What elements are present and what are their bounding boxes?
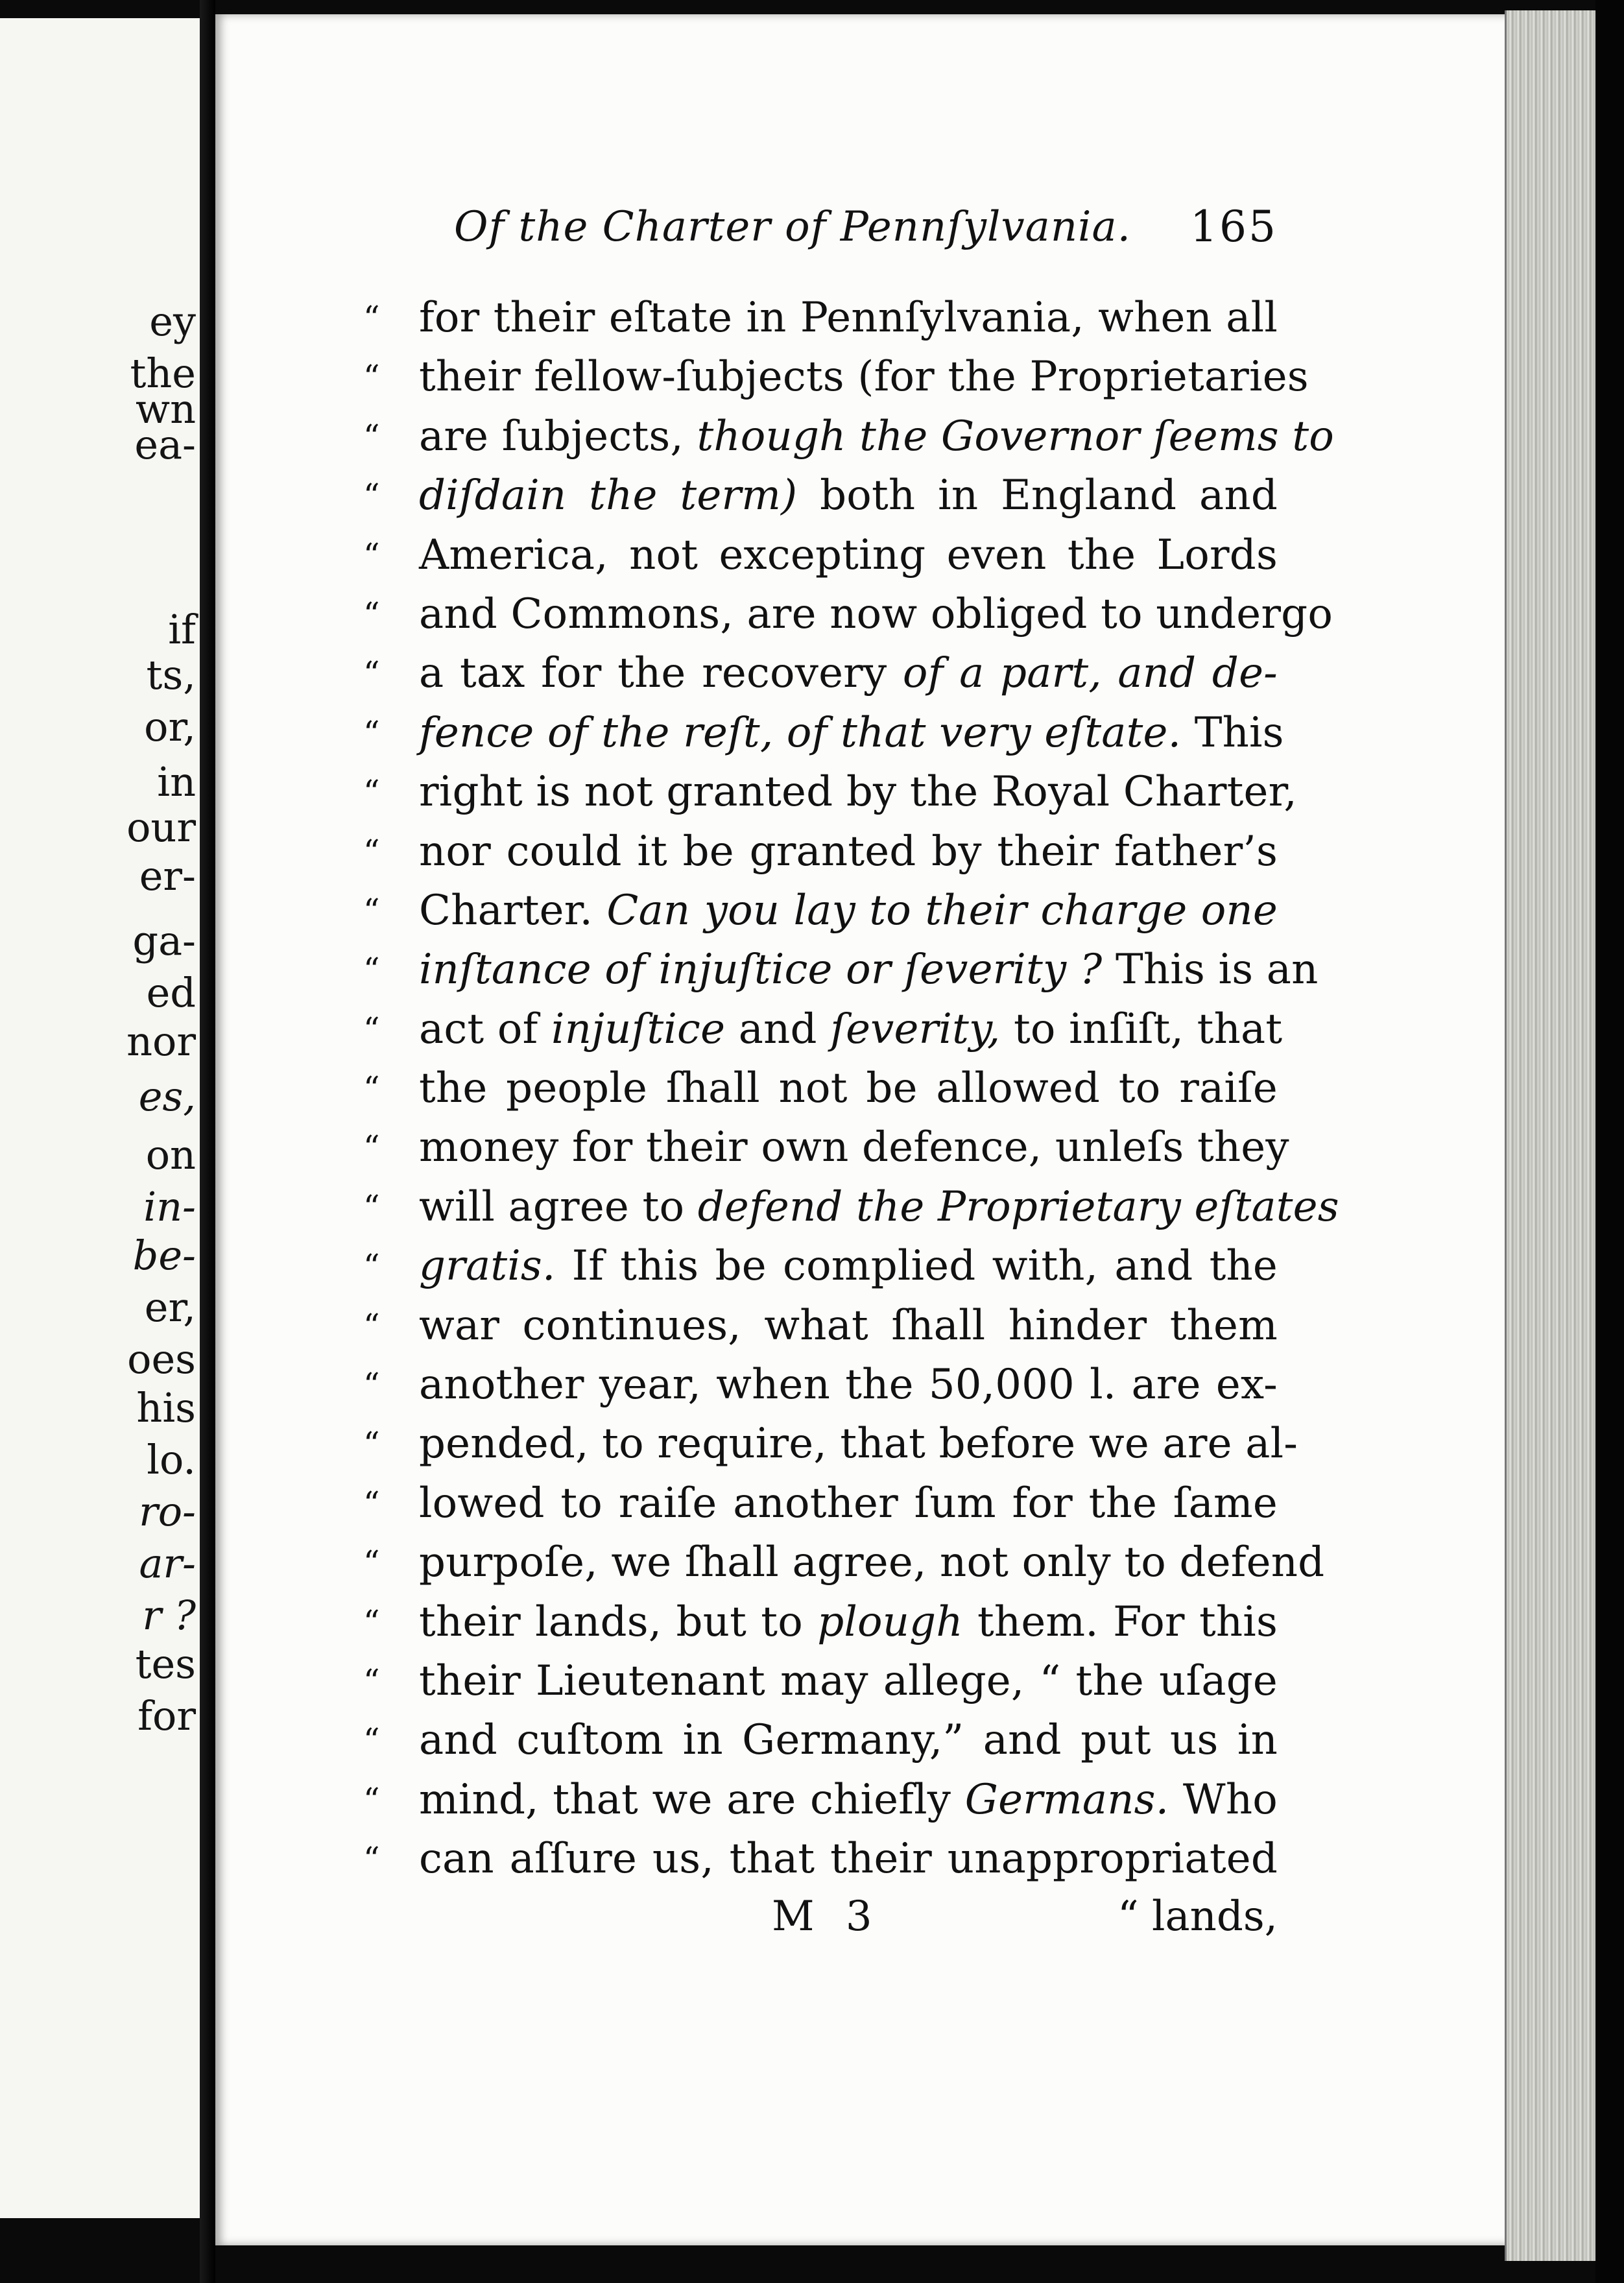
text-line xyxy=(363,822,1278,881)
line-text xyxy=(419,1830,1278,1889)
roman-segment: a tax for the recovery xyxy=(419,649,903,698)
roman-segment: them. For this xyxy=(962,1597,1278,1646)
roman-segment: another year, when the 50,000 l. are ex- xyxy=(419,1361,1278,1409)
quotation-mark: “ xyxy=(363,1070,380,1108)
page-edges xyxy=(1505,10,1597,2261)
book-gutter xyxy=(200,0,215,2283)
line-text xyxy=(419,1652,1278,1711)
quotation-mark: “ xyxy=(363,773,380,811)
text-line xyxy=(363,1830,1278,1889)
roman-segment: and xyxy=(725,1005,831,1053)
line-text xyxy=(419,1237,1278,1296)
roman-segment: and Commons, are now obliged to undergo xyxy=(419,590,1333,638)
roman-segment: for their eſtate in Pennſylvania, when all xyxy=(419,294,1278,342)
quotation-mark: “ xyxy=(363,1780,380,1819)
italic-segment: diſdain the term) xyxy=(419,472,798,520)
text-line xyxy=(363,1711,1278,1770)
text-line xyxy=(363,1237,1278,1296)
line-text xyxy=(419,1711,1278,1770)
text-line xyxy=(363,1533,1325,1592)
italic-segment: injuſtice xyxy=(551,1005,726,1053)
quotation-mark: “ xyxy=(363,1188,380,1226)
quotation-mark: “ xyxy=(363,1484,380,1522)
line-text xyxy=(419,1356,1278,1415)
roman-segment: America, not excepting even the Lords xyxy=(419,531,1278,579)
italic-segment: gratis. xyxy=(419,1242,556,1291)
text-line xyxy=(363,1059,1278,1118)
text-line xyxy=(363,1356,1278,1415)
quotation-mark: “ xyxy=(363,595,380,633)
line-text xyxy=(419,1000,1283,1059)
quotation-mark: “ xyxy=(363,1129,380,1167)
text-line xyxy=(363,585,1333,644)
italic-segment: Germans. xyxy=(964,1775,1169,1824)
roman-segment: their Lieutenant may allege, “ the uſage xyxy=(419,1656,1278,1705)
line-text xyxy=(419,289,1278,348)
italic-segment: plough xyxy=(817,1597,963,1646)
italic-segment: though the Governor ſeems to xyxy=(697,412,1334,460)
quotation-mark: “ xyxy=(363,832,380,870)
text-line xyxy=(363,1118,1289,1177)
left-page-fragment: our xyxy=(126,804,196,851)
text-line xyxy=(363,1178,1339,1237)
line-text xyxy=(419,1297,1278,1356)
roman-segment: right is not granted by the Royal Charter, xyxy=(419,768,1297,817)
roman-segment: their fellow-ſubjects (for the Proprietaries xyxy=(419,353,1309,401)
roman-segment: This xyxy=(1181,708,1284,757)
quotation-mark: “ xyxy=(363,1366,380,1404)
left-page-fragment: ed xyxy=(146,969,196,1016)
text-line xyxy=(363,1297,1278,1356)
roman-segment: war continues, what ſhall hinder them xyxy=(419,1301,1278,1350)
roman-segment: money for their own defence, unleſs they xyxy=(419,1123,1289,1172)
roman-segment: act of xyxy=(419,1005,552,1053)
left-page-fragment: tes xyxy=(135,1640,196,1688)
quotation-mark: “ xyxy=(363,1425,380,1463)
text-line xyxy=(363,407,1334,466)
catchword: “ lands, xyxy=(1117,1893,1278,1941)
line-text xyxy=(419,348,1309,407)
italic-segment: defend the Proprietary eſtates xyxy=(697,1182,1339,1231)
roman-segment: are ſubjects, xyxy=(419,412,697,460)
roman-segment: Who xyxy=(1169,1775,1278,1824)
roman-segment: to inſiſt, that xyxy=(1000,1005,1283,1053)
line-text xyxy=(419,585,1333,644)
left-page-fragment: in- xyxy=(143,1183,196,1230)
left-page-fragment: ea- xyxy=(134,421,196,468)
italic-segment: Can you lay to their charge one xyxy=(606,886,1278,935)
roman-segment: purpoſe, we ſhall agree, not only to defend xyxy=(419,1538,1325,1587)
quotation-mark: “ xyxy=(363,951,380,989)
text-line xyxy=(363,763,1297,822)
page-number: 165 xyxy=(1190,202,1278,252)
line-text xyxy=(419,644,1278,703)
left-page-fragment: his xyxy=(136,1384,196,1431)
italic-segment: ſeverity, xyxy=(830,1005,1001,1053)
quotation-mark: “ xyxy=(363,477,380,515)
line-text xyxy=(419,1118,1289,1177)
italic-segment: inſtance of injuſtice or ſeverity ? xyxy=(419,946,1103,994)
quotation-mark: “ xyxy=(363,358,380,396)
quotation-mark: “ xyxy=(363,1306,380,1345)
line-text xyxy=(419,822,1278,881)
quotation-mark: “ xyxy=(363,1721,380,1760)
text-line xyxy=(363,704,1284,763)
left-page-fragment: if xyxy=(168,606,196,653)
quotation-mark: “ xyxy=(363,536,380,574)
roman-segment: the people ſhall not be allowed to raiſe xyxy=(419,1064,1278,1113)
text-line xyxy=(363,1593,1278,1652)
left-page-fragment: or, xyxy=(144,703,196,750)
left-page-fragment: for xyxy=(137,1692,196,1739)
roman-segment: If this be complied with, and the xyxy=(555,1242,1278,1291)
line-text xyxy=(419,1593,1278,1652)
quotation-mark: “ xyxy=(363,1662,380,1700)
text-line xyxy=(363,940,1319,999)
left-page-fragment: r ? xyxy=(142,1592,196,1639)
italic-segment: of a part, and de- xyxy=(902,649,1278,698)
quotation-mark: “ xyxy=(363,654,380,693)
left-page-fragment: ga- xyxy=(132,917,196,964)
line-text xyxy=(419,881,1278,940)
roman-segment: pended, to require, that before we are al- xyxy=(419,1420,1298,1468)
roman-segment: their lands, but to xyxy=(419,1597,818,1646)
roman-segment: mind, that we are chiefly xyxy=(419,1775,965,1824)
text-line xyxy=(363,526,1278,585)
quotation-mark: “ xyxy=(363,1247,380,1285)
left-page-fragment: lo. xyxy=(147,1436,196,1483)
line-text xyxy=(419,704,1284,763)
signature-mark: M 3 xyxy=(772,1893,881,1941)
body-text xyxy=(363,289,1339,1889)
quotation-mark: “ xyxy=(363,299,380,337)
text-line xyxy=(363,466,1278,525)
left-page-fragment: be- xyxy=(132,1232,196,1279)
text-line xyxy=(363,1415,1298,1474)
left-page-fragment: ar- xyxy=(139,1540,196,1587)
text-line xyxy=(363,1771,1278,1830)
left-page-fragment: es, xyxy=(138,1073,196,1120)
page-footer xyxy=(772,1887,1278,1946)
line-text xyxy=(419,940,1319,999)
quotation-mark: “ xyxy=(363,1544,380,1582)
left-page-fragment: ts, xyxy=(146,651,196,699)
line-text xyxy=(419,526,1278,585)
text-line xyxy=(363,348,1309,407)
roman-segment: This is an xyxy=(1102,946,1319,994)
edge-shadow xyxy=(1595,0,1624,2283)
roman-segment: will agree to xyxy=(419,1182,698,1231)
roman-segment: lowed to raiſe another ſum for the ſame xyxy=(419,1479,1278,1527)
text-line xyxy=(363,881,1278,940)
roman-segment: both in England and xyxy=(797,472,1278,520)
left-page-fragment: wn xyxy=(136,385,196,433)
quotation-mark: “ xyxy=(363,1603,380,1641)
text-line xyxy=(363,289,1278,348)
left-page-fragment: ey xyxy=(149,298,196,345)
text-line xyxy=(363,1000,1283,1059)
quotation-mark: “ xyxy=(363,417,380,455)
roman-segment: nor could it be granted by their father’s xyxy=(419,827,1278,876)
text-line xyxy=(363,644,1278,703)
left-page-fragment: nor xyxy=(126,1018,196,1065)
text-line xyxy=(363,1474,1278,1533)
italic-segment: fence of the reſt, of that very eſtate. xyxy=(419,708,1182,757)
quotation-mark: “ xyxy=(363,1010,380,1048)
line-text xyxy=(419,1178,1339,1237)
quotation-mark: “ xyxy=(363,713,380,752)
quotation-mark: “ xyxy=(363,1840,380,1878)
roman-segment: Charter. xyxy=(419,886,607,935)
line-text xyxy=(419,1771,1278,1830)
left-page-fragment: er- xyxy=(139,852,196,900)
line-text xyxy=(419,1474,1278,1533)
running-head xyxy=(454,198,1278,256)
left-page-fragment: the xyxy=(130,350,196,397)
left-page-fragment: in xyxy=(157,758,196,806)
line-text xyxy=(419,1533,1325,1592)
line-text xyxy=(419,1415,1298,1474)
line-text xyxy=(419,466,1278,525)
roman-segment: and cuſtom in Germany,” and put us in xyxy=(419,1716,1278,1765)
quotation-mark: “ xyxy=(363,891,380,929)
left-page-fragment: on xyxy=(145,1131,196,1178)
line-text xyxy=(419,407,1334,466)
line-text xyxy=(419,763,1297,822)
running-title: Of the Charter of Pennſylvania. xyxy=(454,203,1131,251)
left-page-fragment: oes xyxy=(127,1335,196,1383)
text-line xyxy=(363,1652,1278,1711)
line-text xyxy=(419,1059,1278,1118)
left-page-fragment: ro- xyxy=(139,1488,196,1535)
left-page-fragment: er, xyxy=(144,1284,196,1331)
roman-segment: can aſſure us, that their unappropriated xyxy=(419,1835,1278,1883)
left-facing-page xyxy=(0,18,204,2218)
